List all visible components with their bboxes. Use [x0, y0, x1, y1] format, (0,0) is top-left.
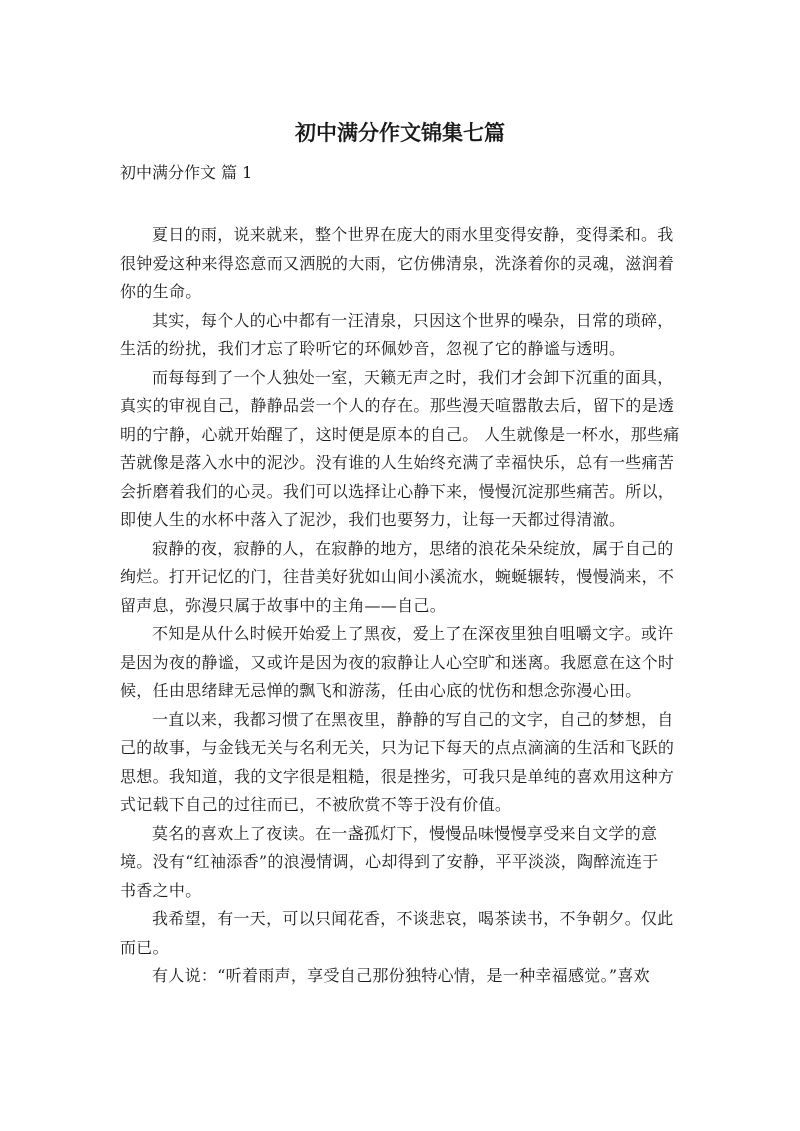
- paragraph: [120, 706, 680, 820]
- document-body: [120, 221, 680, 991]
- paragraph-line: 留声息，弥漫只属于故事中的主角——自己。: [120, 595, 447, 615]
- paragraph: [120, 535, 680, 621]
- paragraph-line: 真实的审视自己，静静品尝一个人的存在。那些漫天喧嚣散去后，留下的是透: [120, 396, 675, 415]
- document-title: 初中满分作文锦集七篇: [295, 121, 505, 145]
- paragraph-line: 其实，每个人的心中都有一汪清泉，只因这个世界的噪杂，日常的琐碎，: [152, 310, 674, 330]
- paragraph-line: 己的故事，与金钱无关与名利无关，只为记下每天的点点滴滴的生活和飞跃的: [120, 738, 675, 757]
- paragraph-line: 不知是从什么时候开始爱上了黑夜，爱上了在深夜里独自咀嚼文字。或许: [152, 624, 674, 643]
- paragraph-line: 思想。我知道，我的文字很是粗糙，很是挫劣，可我只是单纯的喜欢用这种方: [120, 766, 675, 786]
- section-heading: 初中满分作文 篇 1: [120, 163, 253, 182]
- paragraph-line: 是因为夜的静谧，又或许是因为夜的寂静让人心空旷和迷离。我愿意在这个时: [120, 652, 675, 672]
- paragraph-line: 莫名的喜欢上了夜读。在一盏孤灯下，慢慢品味慢慢享受来自文学的意: [152, 823, 658, 843]
- paragraph: [120, 905, 680, 962]
- paragraph-line: 寂静的夜，寂静的人，在寂静的地方，思绪的浪花朵朵绽放，属于自己的: [152, 538, 674, 558]
- paragraph-line: 而已。: [120, 937, 169, 957]
- paragraph-line: 很钟爱这种来得恣意而又洒脱的大雨，它仿佛清泉，洗涤着你的灵魂，滋润着: [120, 253, 675, 273]
- paragraph-line: 书香之中。: [120, 880, 202, 900]
- paragraph: [120, 364, 680, 535]
- paragraph-line: 而每每到了一个人独处一室，天籁无声之时，我们才会卸下沉重的面具，: [152, 367, 674, 387]
- paragraph-line: 夏日的雨，说来就来，整个世界在庞大的雨水里变得安静，变得柔和。我: [152, 225, 674, 244]
- paragraph-line: 生活的纷扰，我们才忘了聆听它的环佩妙音，忽视了它的静谧与透明。: [120, 339, 626, 358]
- paragraph-line: 你的生命。: [120, 282, 202, 301]
- paragraph: [120, 307, 680, 364]
- paragraph-line: 会折磨着我们的心灵。我们可以选择让心静下来，慢慢沉淀那些痛苦。所以，: [120, 481, 675, 501]
- paragraph-line: 即使人生的水杯中落入了泥沙，我们也要努力，让每一天都过得清澈。: [120, 510, 626, 529]
- paragraph: [120, 620, 680, 706]
- paragraph-line: 一直以来，我都习惯了在黑夜里，静静的写自己的文字，自己的梦想，自: [152, 709, 674, 729]
- paragraph-line: 明的宁静，心就开始醒了，这时便是原本的自己。 人生就像是一杯水，那些痛: [120, 424, 680, 444]
- paragraph-line: 我希望，有一天，可以只闻花香，不谈悲哀，喝茶读书，不争朝夕。仅此: [152, 909, 674, 928]
- paragraph-line: 有人说：“听着雨声，享受自己那份独特心情，是一种幸福感觉。”喜欢: [152, 966, 650, 985]
- paragraph-line: 境。没有“红袖添香”的浪漫情调，心却得到了安静，平平淡淡，陶醉流连于: [120, 852, 659, 871]
- paragraph: [120, 962, 680, 991]
- paragraph-line: 绚烂。打开记忆的门，往昔美好犹如山间小溪流水，蜿蜒辗转，慢慢淌来，不: [120, 567, 675, 586]
- paragraph-line: 候，任由思绪肆无忌惮的飘飞和游荡，任由心底的忧伤和想念弥漫心田。: [120, 681, 642, 700]
- paragraph: [120, 820, 680, 906]
- paragraph-line: 式记载下自己的过往而已，不被欣赏不等于没有价值。: [120, 795, 512, 814]
- paragraph: [120, 221, 680, 307]
- paragraph-line: 苦就像是落入水中的泥沙。没有谁的人生始终充满了幸福快乐，总有一些痛苦: [120, 453, 675, 472]
